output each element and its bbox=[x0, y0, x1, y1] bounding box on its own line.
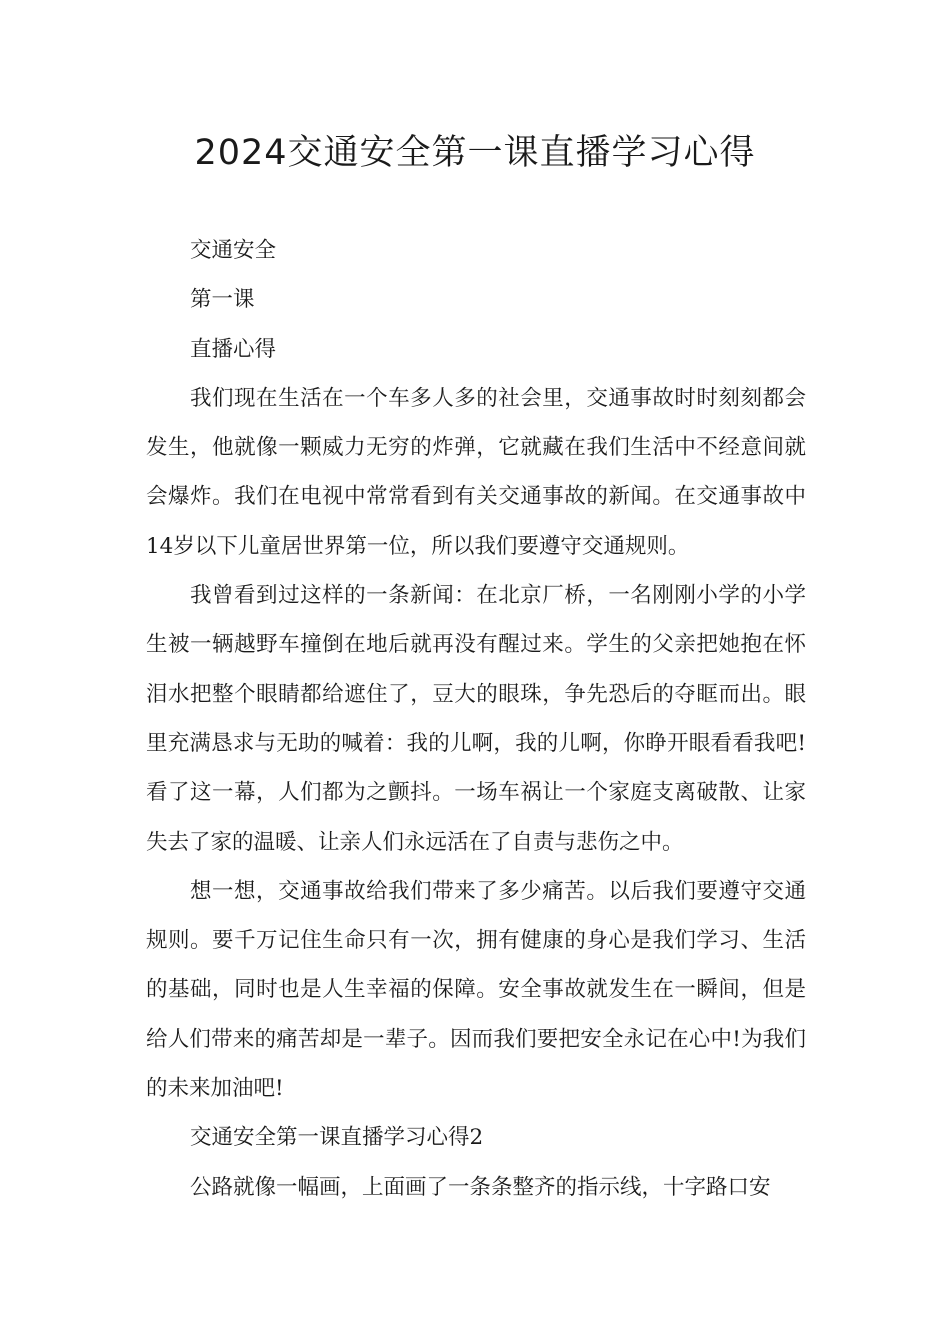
section-heading: 交通安全第一课直播学习心得2 bbox=[190, 1125, 484, 1151]
paragraph-heading-3: 直播心得 bbox=[190, 336, 277, 362]
paragraph-heading-2: 第一课 bbox=[190, 287, 255, 313]
document-body bbox=[146, 226, 806, 1212]
paragraph-heading-1: 交通安全 bbox=[190, 238, 277, 263]
paragraph-body-1: 我们现在生活在一个车多人多的社会里，交通事故时时刻刻都会发生，他就像一颗威力无穷的炸弹，它就藏在我们生活中不经意间就会爆炸。我们在电视中常常看到有关交通事故的新闻。在交通事故中14岁以下儿童居世界第一位，所以我们要遵守交通规则。 bbox=[146, 385, 806, 559]
document-title: 2024交通安全第一课直播学习心得 bbox=[194, 133, 756, 173]
paragraph-body-3: 想一想，交通事故给我们带来了多少痛苦。以后我们要遵守交通规则。要千万记住生命只有一次，拥有健康的身心是我们学习、生活的基础，同时也是人生幸福的保障。安全事故就发生在一瞬间，但是给人们带来的痛苦却是一辈子。因而我们要把安全永记在心中!为我们的未来加油吧! bbox=[146, 878, 806, 1102]
paragraph-body-2: 我曾看到过这样的一条新闻：在北京厂桥，一名刚刚小学的小学生被一辆越野车撞倒在地后就再没有醒过来。学生的父亲把她抱在怀泪水把整个眼睛都给遮住了，豆大的眼珠，争先恐后的夺眶而出。眼里充满恳求与无助的喊着：我的儿啊，我的儿啊，你睁开眼看看我吧!看了这一幕，人们都为之颤抖。一场车祸让一个家庭支离破散、让家失去了家的温暖、让亲人们永远活在了自责与悲伤之中。 bbox=[146, 583, 806, 855]
paragraph-body-4: 公路就像一幅画，上面画了一条条整齐的指示线，十字路口安 bbox=[190, 1174, 771, 1200]
